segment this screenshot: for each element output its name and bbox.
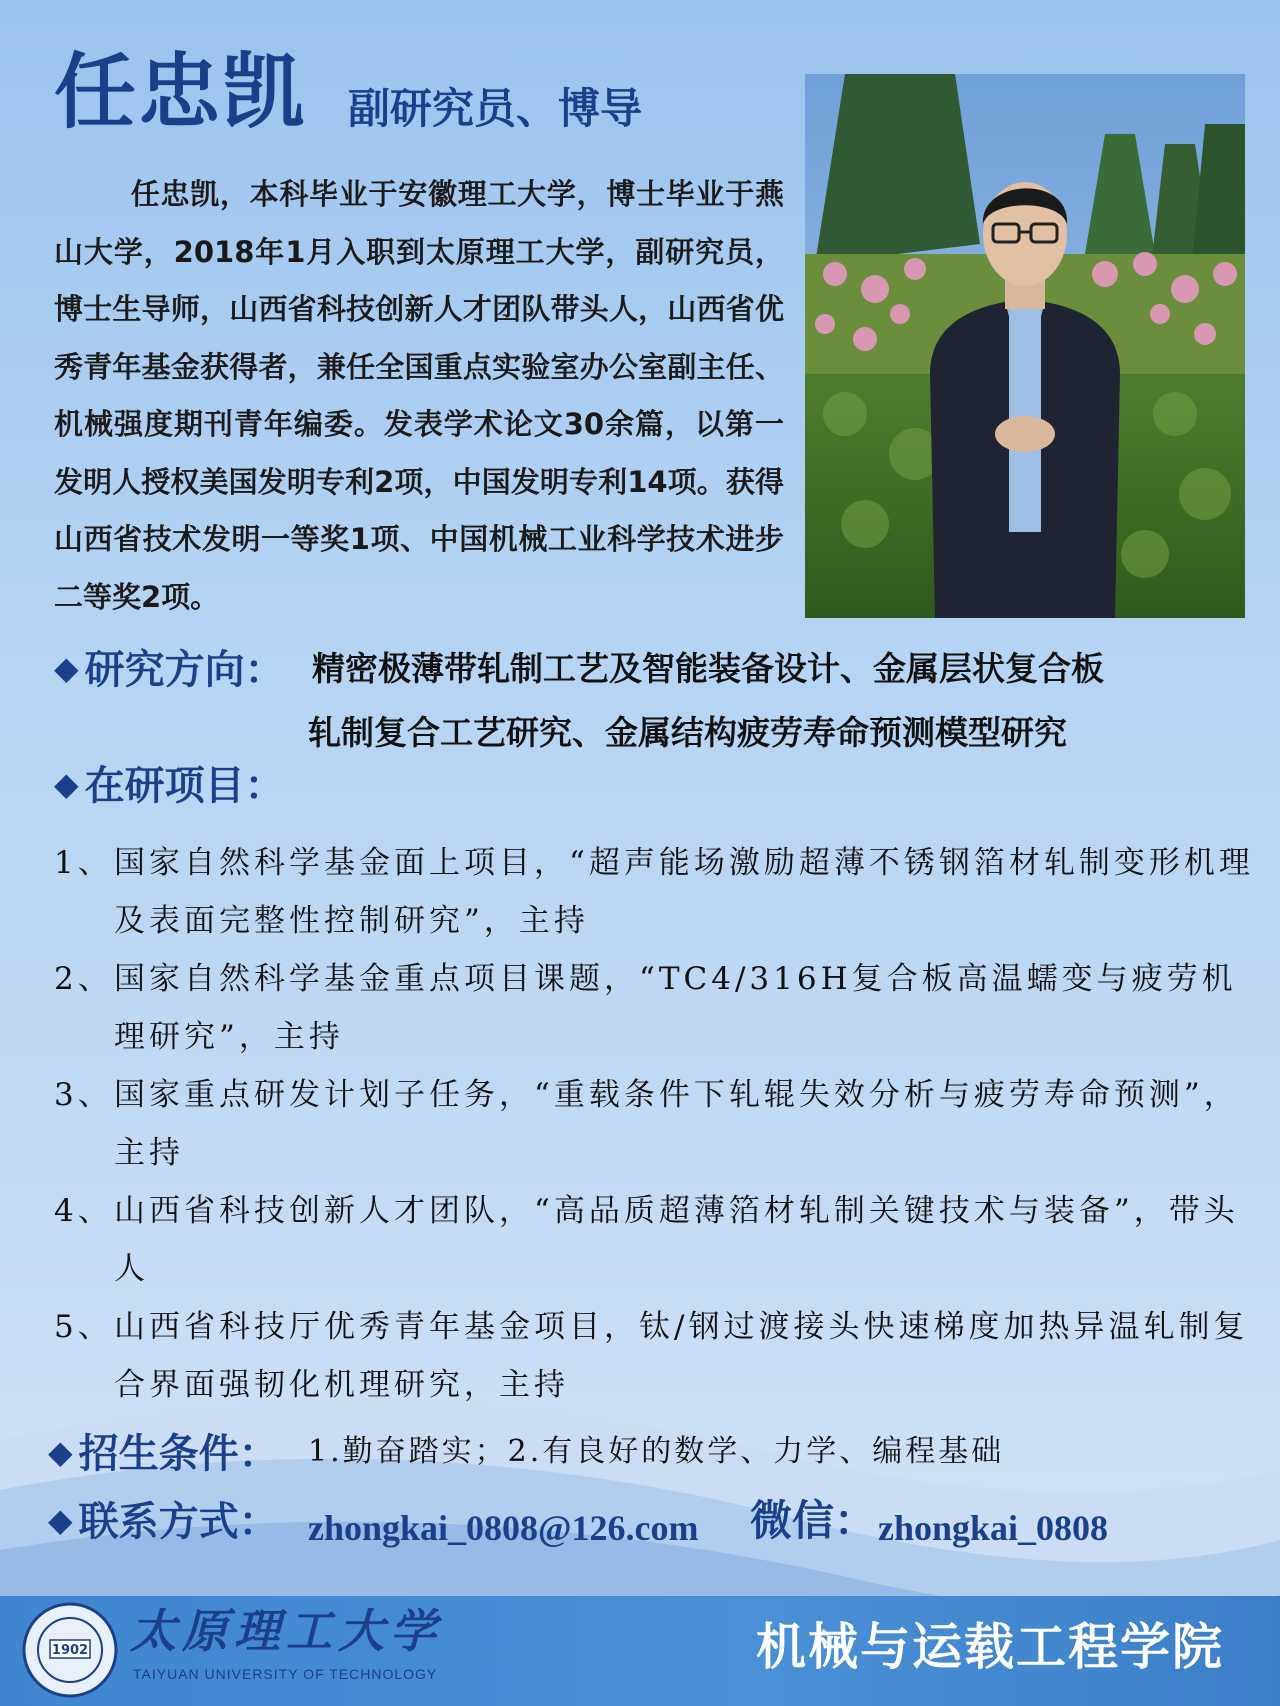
diamond-bullet-icon: ◆ (48, 1433, 73, 1471)
university-name-cn: 太原理工大学 (130, 1604, 442, 1658)
diamond-bullet-icon: ◆ (48, 1501, 73, 1539)
biography (54, 166, 784, 626)
university-name-en: TAIYUAN UNIVERSITY OF TECHNOLOGY (133, 1666, 438, 1682)
project-item: 1、 国家自然科学基金面上项目，“超声能场激励超薄不锈钢箔材轧制变形机理及表面完整性控制研究”，主持 (54, 845, 1254, 939)
project-item: 2、 国家自然科学基金重点项目课题，“TC4/316H复合板高温蠕变与疲劳机理研究”，主持 (54, 961, 1237, 1055)
project-item: 3、 国家重点研发计划子任务，“重载条件下轧辊失效分析与疲劳寿命预测”，主持 (54, 1077, 1239, 1171)
project-item: 4、 山西省科技创新人才团队，“高品质超薄箔材轧制关键技术与装备”，带头人 (54, 1193, 1239, 1287)
recruit-conditions: 1.勤奋踏实；2.有良好的数学、力学、编程基础 (308, 1434, 1005, 1469)
recruit-heading: ◆ 招生条件： (48, 1431, 279, 1477)
project-list (54, 834, 1254, 1414)
diamond-bullet-icon: ◆ (54, 765, 79, 803)
research-heading: ◆ 研究方向： (54, 647, 285, 693)
research-line-1: 精密极薄带轧制工艺及智能装备设计、金属层状复合板 (312, 649, 1104, 688)
wechat-label: 微信： (750, 1496, 877, 1545)
wechat-id: zhongkai_0808 (878, 1508, 1109, 1548)
email-address[interactable]: zhongkai_0808@126.com (308, 1508, 699, 1548)
projects-heading: ◆ 在研项目： (54, 763, 285, 809)
portrait-photo (805, 74, 1245, 618)
biography-text: 任忠凯，本科毕业于安徽理工大学，博士毕业于燕山大学，2018年1月入职到太原理工大学，副研究员，博士生导师，山西省科技创新人才团队带头人，山西省优秀青年基金获得者，兼任全国重点实验室办公室副主任、机械强度期刊青年编委。发表学术论文30余篇，以第一发明人授权美国发明专利2项，中国发明专利14项。获得山西省技术发明一等奖1项、中国机械工业科学技术进步二等奖2项。 (54, 177, 784, 614)
contact-heading: ◆ 联系方式： (48, 1499, 279, 1545)
svg-text:1902: 1902 (51, 1643, 89, 1658)
research-line-2: 轧制复合工艺研究、金属结构疲劳寿命预测模型研究 (308, 713, 1067, 752)
person-title: 副研究员、博导 (348, 84, 643, 133)
diamond-bullet-icon: ◆ (54, 649, 79, 687)
person-name: 任忠凯 (54, 45, 307, 140)
college-name: 机械与运载工程学院 (756, 1618, 1224, 1676)
university-seal-icon (20, 1600, 120, 1700)
project-item: 5、 山西省科技厅优秀青年基金项目，钛/钢过渡接头快速梯度加热异温轧制复合界面强韧化机理研究，主持 (54, 1309, 1249, 1403)
